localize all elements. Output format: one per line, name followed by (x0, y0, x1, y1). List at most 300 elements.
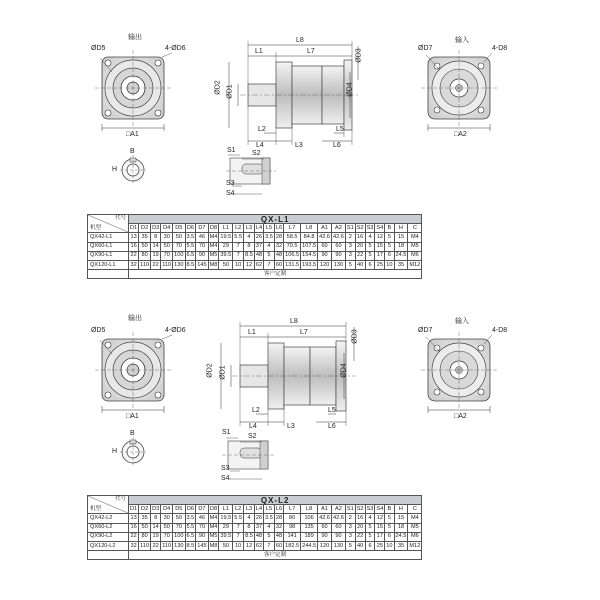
table-cell: 70 (161, 532, 173, 541)
dim-s1-label: S1 (227, 147, 236, 154)
table-cell: 60 (274, 260, 283, 269)
table-cell: 30 (161, 514, 173, 523)
table-cell: 16 (355, 514, 365, 523)
table-cell: M5 (408, 523, 422, 532)
dim-s4-label: S4 (226, 190, 235, 197)
table-cell: 5 (264, 251, 275, 260)
column-header: D2 (139, 505, 151, 514)
table-row (88, 514, 422, 523)
table-cell: 130 (332, 260, 346, 269)
table-cell: 5 (385, 233, 394, 242)
table-cell: 4 (365, 233, 375, 242)
table-cell: 4 (264, 242, 275, 251)
table-cell: 4 (244, 233, 255, 242)
dim-l7-label: L7 (300, 329, 308, 336)
table-cell: 39.5 (219, 532, 233, 541)
table-cell: 80 (284, 514, 301, 523)
column-header: L3 (244, 505, 255, 514)
corner-bottom-label: 机型 (90, 225, 102, 232)
table-cell: 48 (254, 251, 263, 260)
dim-l4-label: L4 (256, 142, 264, 149)
dim-d6-label: 4-ØD6 (165, 327, 186, 334)
table-cell: 3.5 (264, 233, 275, 242)
table-cell: 40 (355, 541, 365, 550)
table-cell: M8 (208, 260, 219, 269)
table-cell: 5 (345, 260, 355, 269)
column-header: B (385, 224, 394, 233)
dim-s3-label: S3 (226, 180, 235, 187)
table-cell: 8 (244, 523, 255, 532)
table-cell: M4 (208, 242, 219, 251)
table-cell: 8 (151, 514, 161, 523)
table-cell: 42.6 (332, 514, 346, 523)
table-cell: M6 (408, 532, 422, 541)
table-footer: 客户定制 (129, 270, 422, 279)
dim-l5-label: L5 (336, 126, 344, 133)
model-cell: QX42-L1 (88, 233, 129, 242)
column-header: L2 (233, 224, 244, 233)
table-title: QX-L1 (129, 215, 422, 224)
table-cell: 106 (301, 514, 318, 523)
column-header: D7 (196, 505, 208, 514)
table-footer-spacer (88, 551, 129, 560)
table-cell: 7 (233, 523, 244, 532)
table-cell: 5 (365, 523, 375, 532)
table-cell: 10 (233, 541, 244, 550)
input-flange-view (421, 332, 497, 413)
table-cell: 8 (151, 233, 161, 242)
column-header: S4 (375, 224, 385, 233)
table-cell: 131.5 (284, 260, 301, 269)
table-cell: 80 (139, 251, 151, 260)
table-cell: 35 (394, 260, 408, 269)
column-header: D8 (208, 224, 219, 233)
table-cell: 70.5 (284, 242, 301, 251)
table-cell: 42.6 (332, 233, 346, 242)
output-label: 输出 (128, 34, 142, 41)
table-cell: 6.5 (185, 251, 196, 260)
table-cell: 5.5 (185, 523, 196, 532)
table-cell: 7 (264, 541, 275, 550)
table-cell: M6 (408, 251, 422, 260)
table-cell: 193.5 (301, 260, 318, 269)
table-cell: 35 (394, 541, 408, 550)
table-cell: 15 (394, 514, 408, 523)
dim-d5-label: ØD5 (91, 327, 106, 334)
table-cell: 19.5 (219, 514, 233, 523)
column-header: L4 (254, 505, 263, 514)
dim-l6-label: L6 (333, 142, 341, 149)
spec-table-l1 (87, 214, 422, 279)
dim-d4-label: ØD4 (346, 82, 354, 97)
column-header: L6 (274, 505, 283, 514)
table-cell: 35 (139, 514, 151, 523)
table-cell: 12 (375, 233, 385, 242)
dim-a1-label: □A1 (126, 413, 139, 420)
column-header: S2 (355, 224, 365, 233)
table-cell: 70 (196, 523, 208, 532)
table-cell: 17 (375, 532, 385, 541)
table-cell: 60 (332, 523, 346, 532)
table-cell: 32 (129, 260, 139, 269)
table-cell: 7 (233, 532, 244, 541)
table-cell: M5 (208, 532, 219, 541)
table-row (88, 523, 422, 532)
column-header: A1 (318, 505, 332, 514)
table-cell: 19.5 (219, 233, 233, 242)
table-cell: 18 (394, 242, 408, 251)
table-cell: 90 (196, 532, 208, 541)
table-cell: 12 (244, 541, 255, 550)
shaft-key-detail (222, 438, 274, 479)
corner-top-label: 代号 (114, 215, 126, 221)
dim-s2-label: S2 (252, 150, 261, 157)
column-header: D3 (151, 224, 161, 233)
shaft-end-view (120, 437, 146, 467)
table-cell: 46 (196, 514, 208, 523)
table-cell: 22 (129, 251, 139, 260)
model-cell: QX90-L1 (88, 251, 129, 260)
dim-a1-label: □A1 (126, 131, 139, 138)
dim-l4-label: L4 (249, 423, 257, 430)
column-header: D3 (151, 505, 161, 514)
shaft-end-view (120, 155, 146, 185)
table-row (88, 260, 422, 269)
model-cell: QX120-L2 (88, 541, 129, 550)
table-cell: 4 (244, 514, 255, 523)
dim-d7-label: ØD7 (418, 327, 433, 334)
table-cell: 17 (375, 251, 385, 260)
table-cell: M5 (408, 242, 422, 251)
column-header: D8 (208, 505, 219, 514)
table-cell: 48 (274, 532, 283, 541)
table-cell: 120 (318, 541, 332, 550)
table-cell: 50 (219, 260, 233, 269)
table-cell: 90 (318, 251, 332, 260)
table-cell: 50 (139, 523, 151, 532)
table-cell: 5 (385, 523, 394, 532)
dim-d5-label: ØD5 (91, 45, 106, 52)
corner-top-label: 代号 (114, 496, 126, 502)
column-header: D7 (196, 224, 208, 233)
table-cell: M4 (208, 523, 219, 532)
column-header: D5 (173, 505, 185, 514)
column-header: S4 (375, 505, 385, 514)
output-label: 输出 (128, 315, 142, 322)
table-cell: 8.5 (185, 260, 196, 269)
dim-d6-label: 4-ØD6 (165, 45, 186, 52)
table-cell: 4 (365, 514, 375, 523)
column-header: D2 (139, 224, 151, 233)
table-cell: 5 (385, 242, 394, 251)
table-cell: 8.5 (244, 251, 255, 260)
table-cell: 16 (355, 233, 365, 242)
table-cell: 90 (332, 532, 346, 541)
table-cell: 189 (301, 532, 318, 541)
table-cell: 70 (173, 242, 185, 251)
column-header: A2 (332, 224, 346, 233)
table-cell: M12 (408, 541, 422, 550)
table-cell: 6 (385, 251, 394, 260)
dim-d2-label: ØD2 (214, 80, 222, 95)
dim-l8-label: L8 (296, 37, 304, 44)
table-cell: 50 (173, 233, 185, 242)
table-cell: 10 (385, 260, 394, 269)
table-cell: 5.5 (185, 242, 196, 251)
table-cell: 7 (233, 251, 244, 260)
table-cell: 70 (161, 251, 173, 260)
column-header: D6 (185, 505, 196, 514)
dim-l1-label: L1 (248, 329, 256, 336)
table-row (88, 251, 422, 260)
table-cell: 24.5 (394, 532, 408, 541)
dim-l2-label: L2 (258, 126, 266, 133)
table-cell: 42.6 (318, 514, 332, 523)
model-cell: QX120-L1 (88, 260, 129, 269)
dim-d3-label: ØD3 (351, 329, 359, 344)
model-cell: QX60-L2 (88, 523, 129, 532)
table-cell: 120 (318, 260, 332, 269)
table-cell: 80 (139, 532, 151, 541)
dim-a2-label: □A2 (454, 131, 467, 138)
table-cell: M4 (208, 233, 219, 242)
table-cell: 154.5 (301, 251, 318, 260)
table-cell: 110 (161, 260, 173, 269)
table-cell: 130 (173, 260, 185, 269)
table-cell: 5 (365, 251, 375, 260)
table-cell: 32 (129, 541, 139, 550)
model-cell: QX42-L2 (88, 514, 129, 523)
dim-s4-label: S4 (221, 475, 230, 482)
table-cell: 37 (254, 523, 263, 532)
table-cell: 32 (274, 242, 283, 251)
table-cell: 28 (274, 514, 283, 523)
table-cell: 5 (264, 532, 275, 541)
table-cell: 8.5 (244, 532, 255, 541)
table-footer-spacer (88, 270, 129, 279)
table-cell: 5 (385, 514, 394, 523)
column-header: L6 (274, 224, 283, 233)
table-cell: 90 (332, 251, 346, 260)
dim-d1-label: ØD1 (226, 84, 234, 99)
table-cell: 7 (264, 260, 275, 269)
column-header: D1 (129, 505, 139, 514)
table-cell: 10 (233, 260, 244, 269)
column-header: L8 (301, 224, 318, 233)
table-cell: 182.5 (284, 541, 301, 550)
table-cell: 3 (345, 532, 355, 541)
table-cell: M4 (208, 514, 219, 523)
table-cell: 6 (365, 541, 375, 550)
table-corner (88, 215, 129, 233)
dim-d8-label: 4-D8 (492, 45, 508, 52)
table-cell: M4 (408, 233, 422, 242)
table-cell: 3 (345, 523, 355, 532)
table-cell: 13 (129, 514, 139, 523)
column-header: D6 (185, 224, 196, 233)
table-cell: 29 (219, 523, 233, 532)
dim-l6-label: L6 (328, 423, 336, 430)
technical-drawing-l1 (0, 0, 600, 210)
table-cell: 16 (129, 523, 139, 532)
table-cell: 60 (274, 541, 283, 550)
table-cell: 110 (161, 541, 173, 550)
table-cell: 15 (375, 242, 385, 251)
table-cell: 42.6 (318, 233, 332, 242)
output-flange-view (95, 332, 172, 413)
table-cell: 26 (254, 514, 263, 523)
table-cell: M5 (208, 251, 219, 260)
table-cell: 25 (375, 260, 385, 269)
table-cell: 130 (332, 541, 346, 550)
table-cell: 22 (355, 251, 365, 260)
table-corner (88, 496, 129, 514)
table-title: QX-L2 (129, 496, 422, 505)
table-cell: 3.5 (185, 233, 196, 242)
table-cell: 15 (394, 233, 408, 242)
table-cell: 25 (375, 541, 385, 550)
table-cell: 110 (139, 260, 151, 269)
table-cell: 8 (244, 242, 255, 251)
table-cell: 50 (173, 514, 185, 523)
column-header: D4 (161, 505, 173, 514)
spec-table-l2 (87, 495, 422, 560)
shaft-key-detail (226, 155, 276, 194)
column-header: L7 (284, 505, 301, 514)
column-header: A1 (318, 224, 332, 233)
table-cell: 12 (244, 260, 255, 269)
table-cell: 20 (355, 523, 365, 532)
table-cell: 3 (345, 242, 355, 251)
table-cell: 5 (345, 541, 355, 550)
column-header: S2 (355, 505, 365, 514)
column-header: L5 (264, 224, 275, 233)
table-cell: 19 (151, 532, 161, 541)
table-cell: 98 (284, 523, 301, 532)
column-header: L1 (219, 224, 233, 233)
table-cell: 16 (129, 242, 139, 251)
table-cell: 100 (173, 532, 185, 541)
column-header: L1 (219, 505, 233, 514)
dim-d8-label: 4-D8 (492, 327, 508, 334)
dim-b-label: B (130, 148, 135, 155)
table-row (88, 532, 422, 541)
table-cell: 19 (151, 251, 161, 260)
table-cell: 18 (394, 523, 408, 532)
table-cell: 26 (254, 233, 263, 242)
dim-d4-label: ØD4 (340, 363, 348, 378)
dim-l3-label: L3 (295, 142, 303, 149)
column-header: L3 (244, 224, 255, 233)
model-cell: QX60-L1 (88, 242, 129, 251)
dim-l7-label: L7 (307, 48, 315, 55)
table-cell: 48 (274, 251, 283, 260)
table-cell: 13 (129, 233, 139, 242)
table-cell: 141 (284, 532, 301, 541)
table-cell: 28 (274, 233, 283, 242)
table-cell: 90 (318, 532, 332, 541)
input-label: 输入 (455, 318, 469, 325)
table-cell: 15 (375, 523, 385, 532)
dim-a2-label: □A2 (454, 413, 467, 420)
dim-l3-label: L3 (287, 423, 295, 430)
table-cell: 50 (139, 242, 151, 251)
table-cell: 70 (173, 523, 185, 532)
table-cell: 50 (219, 541, 233, 550)
table-cell: 50 (161, 242, 173, 251)
table-cell: 6 (365, 260, 375, 269)
table-cell: 60 (318, 523, 332, 532)
column-header: L8 (301, 505, 318, 514)
column-header: B (385, 505, 394, 514)
table-cell: 14 (151, 242, 161, 251)
table-cell: 6 (385, 532, 394, 541)
table-cell: 90 (196, 251, 208, 260)
table-cell: 2 (345, 233, 355, 242)
table-cell: 60 (332, 242, 346, 251)
table-cell: 22 (355, 532, 365, 541)
column-header: S1 (345, 224, 355, 233)
table-cell: 12 (375, 514, 385, 523)
dim-b-label: B (130, 430, 135, 437)
column-header: H (394, 505, 408, 514)
column-header: D1 (129, 224, 139, 233)
table-cell: 5 (365, 242, 375, 251)
table-cell: 5 (365, 532, 375, 541)
dim-s2-label: S2 (248, 433, 257, 440)
table-cell: M8 (208, 541, 219, 550)
column-header: S3 (365, 505, 375, 514)
table-cell: 32 (274, 523, 283, 532)
dim-s3-label: S3 (221, 465, 230, 472)
table-cell: 39.5 (219, 251, 233, 260)
table-cell: 8.5 (185, 541, 196, 550)
column-header: A2 (332, 505, 346, 514)
input-label: 输入 (455, 37, 469, 44)
table-cell: 100 (173, 251, 185, 260)
table-cell: 46 (196, 233, 208, 242)
dim-d7-label: ØD7 (418, 45, 433, 52)
table-cell: 30 (161, 233, 173, 242)
column-header: D5 (173, 224, 185, 233)
table-header-row (88, 505, 422, 514)
table-cell: 7 (233, 242, 244, 251)
table-footer: 客户定制 (129, 551, 422, 560)
dim-s1-label: S1 (222, 429, 231, 436)
dim-d2-label: ØD2 (206, 363, 214, 378)
dim-d1-label: ØD1 (219, 365, 227, 380)
table-cell: 48 (254, 532, 263, 541)
dim-l5-label: L5 (328, 407, 336, 414)
table-cell: 29 (219, 242, 233, 251)
column-header: L5 (264, 505, 275, 514)
corner-bottom-label: 机型 (90, 506, 102, 513)
table-cell: 35 (139, 233, 151, 242)
model-cell: QX90-L2 (88, 532, 129, 541)
table-cell: 130 (173, 541, 185, 550)
dim-l2-label: L2 (252, 407, 260, 414)
dim-h-label: H (112, 448, 118, 455)
column-header: L7 (284, 224, 301, 233)
table-cell: 5.5 (233, 514, 244, 523)
table-cell: 135 (301, 523, 318, 532)
dim-l8-label: L8 (290, 318, 298, 325)
table-cell: 40 (355, 260, 365, 269)
input-flange-view (421, 50, 497, 131)
table-cell: 106.5 (284, 251, 301, 260)
table-cell: 145 (196, 260, 208, 269)
table-cell: 37 (254, 242, 263, 251)
